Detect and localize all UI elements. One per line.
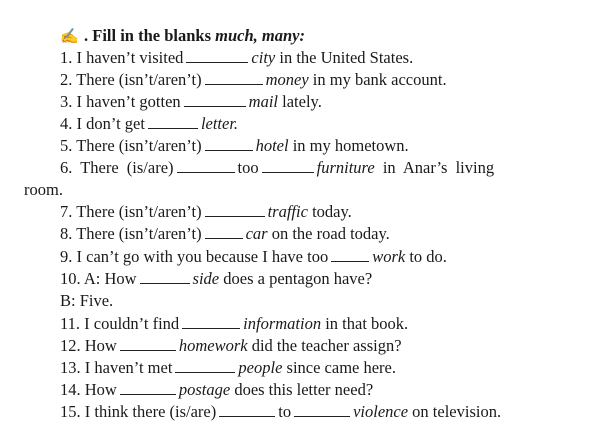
item-prompt: 4. I don’t get bbox=[60, 114, 145, 133]
item-prompt: 9. I can’t go with you because I have too bbox=[60, 247, 329, 266]
item-noun: mail bbox=[248, 92, 279, 111]
answer-blank[interactable] bbox=[184, 93, 246, 107]
item-noun: work bbox=[372, 247, 406, 266]
item-rest: to do. bbox=[405, 247, 447, 266]
exercise-item bbox=[60, 247, 447, 267]
answer-blank[interactable] bbox=[186, 49, 248, 63]
item-rest: in Anar’s living bbox=[374, 158, 495, 177]
answer-blank[interactable] bbox=[177, 159, 235, 173]
item-noun: information bbox=[243, 314, 322, 333]
exercise-item bbox=[60, 269, 372, 289]
exercise-item bbox=[60, 358, 396, 378]
answer-blank[interactable] bbox=[219, 403, 275, 417]
item-noun: car bbox=[245, 224, 268, 243]
exercise-title: ✍ . Fill in the blanks much, many: bbox=[60, 26, 305, 45]
item-prompt: 13. I haven’t met bbox=[60, 358, 173, 377]
exercise-item bbox=[60, 136, 409, 156]
item-rest: in that book. bbox=[321, 314, 409, 333]
item-rest: since came here. bbox=[282, 358, 397, 377]
answer-blank[interactable] bbox=[140, 270, 190, 284]
answer-blank[interactable] bbox=[294, 403, 350, 417]
item-noun: homework bbox=[178, 336, 248, 355]
item-noun: furniture bbox=[316, 158, 375, 177]
answer-blank[interactable] bbox=[148, 115, 198, 129]
item-noun: money bbox=[265, 70, 309, 89]
item-text: room. bbox=[24, 180, 63, 199]
item-mid: to bbox=[278, 402, 292, 421]
item-prompt: 2. There (isn’t/aren’t) bbox=[60, 70, 202, 89]
item-prompt: 7. There (isn’t/aren’t) bbox=[60, 202, 202, 221]
item-prompt: 6. There (is/are) bbox=[60, 158, 174, 177]
item-rest: in my hometown. bbox=[288, 136, 409, 155]
answer-blank[interactable] bbox=[331, 248, 369, 262]
item-noun: violence bbox=[353, 402, 409, 421]
answer-blank[interactable] bbox=[120, 381, 176, 395]
pencil-writing-icon: ✍ bbox=[60, 29, 79, 45]
exercise-item bbox=[60, 48, 413, 68]
item-rest: does this letter need? bbox=[230, 380, 374, 399]
item-noun: people bbox=[238, 358, 283, 377]
item-noun: city bbox=[251, 48, 276, 67]
item-prompt: 11. I couldn’t find bbox=[60, 314, 180, 333]
answer-blank[interactable] bbox=[120, 337, 176, 351]
answer-blank[interactable] bbox=[175, 359, 235, 373]
item-noun: postage bbox=[178, 380, 231, 399]
item-noun: letter. bbox=[200, 114, 239, 133]
item-prompt: B: Five. bbox=[60, 291, 114, 310]
item-prompt: 3. I haven’t gotten bbox=[60, 92, 181, 111]
item-prompt: 5. There (isn’t/aren’t) bbox=[60, 136, 202, 155]
exercise-item bbox=[60, 380, 373, 400]
answer-blank[interactable] bbox=[205, 203, 265, 217]
item-rest: in the United States. bbox=[275, 48, 414, 67]
answer-blank[interactable] bbox=[205, 71, 263, 85]
exercise-item bbox=[60, 70, 447, 90]
exercise-item bbox=[60, 314, 408, 334]
item-rest: did the teacher assign? bbox=[247, 336, 402, 355]
item-rest: today. bbox=[307, 202, 352, 221]
answer-blank[interactable] bbox=[205, 137, 253, 151]
item-continuation bbox=[24, 180, 63, 200]
item-mid: too bbox=[237, 158, 259, 177]
item-rest: does a pentagon have? bbox=[219, 269, 373, 288]
item-prompt: 10. A: How bbox=[60, 269, 137, 288]
item-prompt: 15. I think there (is/are) bbox=[60, 402, 217, 421]
exercise-item bbox=[60, 114, 238, 134]
exercise-item bbox=[60, 291, 113, 311]
exercise-item bbox=[60, 224, 390, 244]
item-prompt: 8. There (isn’t/aren’t) bbox=[60, 224, 202, 243]
exercise-item bbox=[60, 402, 501, 422]
exercise-item bbox=[60, 336, 402, 356]
exercise-item bbox=[60, 158, 494, 178]
item-rest: on the road today. bbox=[267, 224, 390, 243]
answer-blank[interactable] bbox=[262, 159, 314, 173]
answer-blank[interactable] bbox=[182, 315, 240, 329]
item-noun: hotel bbox=[255, 136, 289, 155]
item-rest: in my bank account. bbox=[308, 70, 447, 89]
item-prompt: 12. How bbox=[60, 336, 117, 355]
answer-blank[interactable] bbox=[205, 225, 243, 239]
exercise-item bbox=[60, 92, 322, 112]
exercise-item bbox=[60, 202, 352, 222]
item-noun: side bbox=[192, 269, 220, 288]
item-rest: lately. bbox=[278, 92, 322, 111]
item-rest: on television. bbox=[408, 402, 502, 421]
item-prompt: 1. I haven’t visited bbox=[60, 48, 184, 67]
item-prompt: 14. How bbox=[60, 380, 117, 399]
item-noun: traffic bbox=[267, 202, 308, 221]
